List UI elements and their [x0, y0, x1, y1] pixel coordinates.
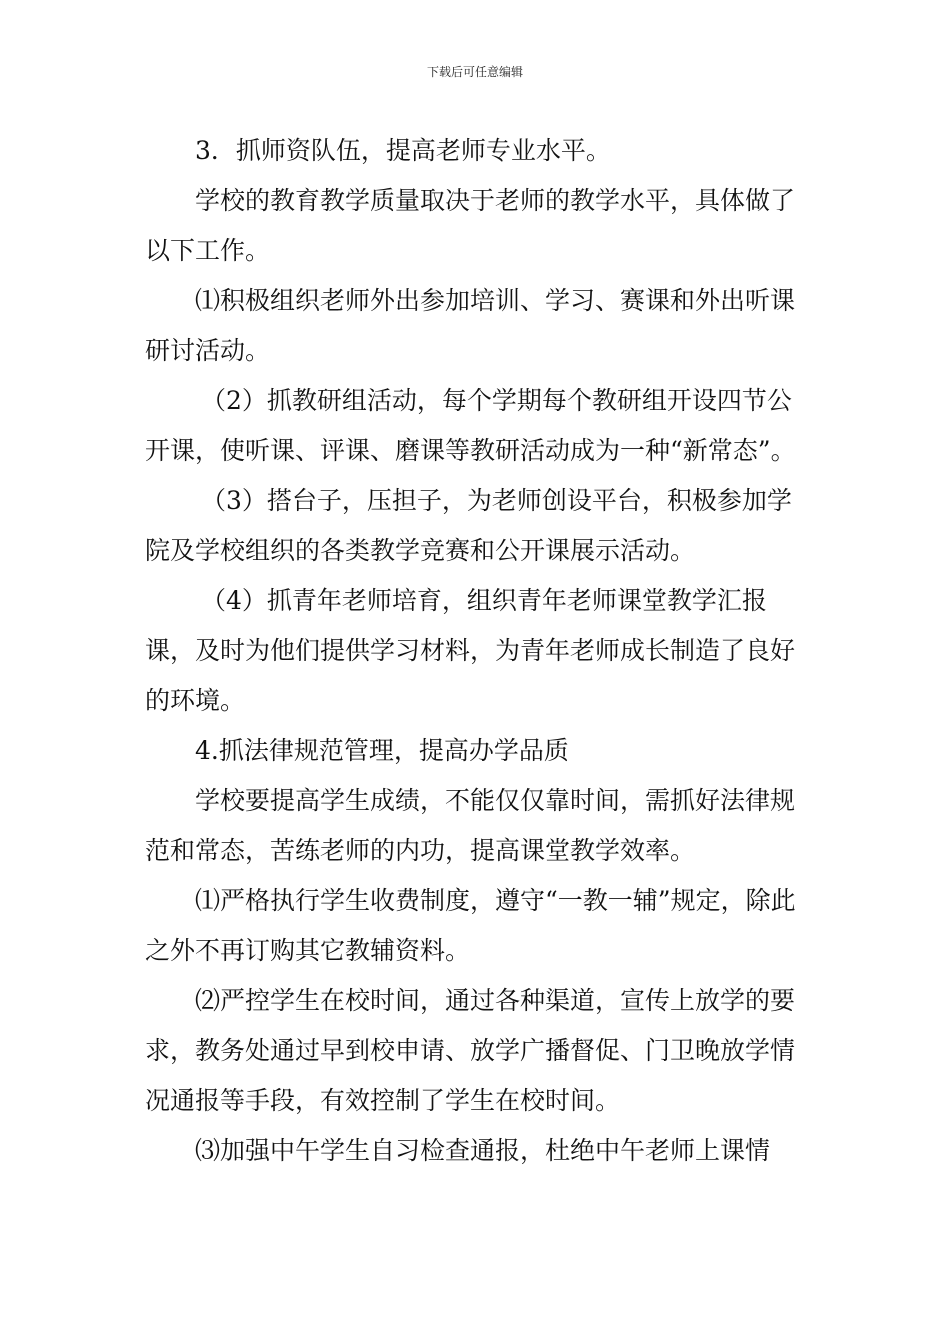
- paragraph-5: （3）搭台子，压担子，为老师创设平台，积极参加学院及学校组织的各类教学竞赛和公开课展示活动。: [145, 486, 792, 565]
- document-body: [145, 126, 815, 1176]
- page-header-note: 下载后可任意编辑: [426, 65, 523, 79]
- paragraph-1: 3．抓师资队伍，提高老师专业水平。: [195, 136, 611, 165]
- paragraph-10: ⑵严控学生在校时间，通过各种渠道，宣传上放学的要求，教务处通过早到校申请、放学广播督促、门卫晚放学情况通报等手段，有效控制了学生在校时间。: [145, 986, 796, 1115]
- paragraph-9: ⑴严格执行学生收费制度，遵守“一教一辅”规定，除此之外不再订购其它教辅资料。: [145, 886, 796, 965]
- paragraph-6: （4）抓青年老师培育，组织青年老师课堂教学汇报课，及时为他们提供学习材料，为青年老师成长制造了良好的环境。: [145, 586, 796, 715]
- paragraph-8: 学校要提高学生成绩，不能仅仅靠时间，需抓好法律规范和常态，苦练老师的内功，提高课堂教学效率。: [145, 786, 796, 865]
- paragraph-3: ⑴积极组织老师外出参加培训、学习、赛课和外出听课研讨活动。: [145, 286, 796, 365]
- paragraph-2: 学校的教育教学质量取决于老师的教学水平，具体做了以下工作。: [145, 186, 796, 265]
- paragraph-4: （2）抓教研组活动，每个学期每个教研组开设四节公开课，使听课、评课、磨课等教研活动成为一种“新常态”。: [145, 386, 796, 465]
- paragraph-7: 4.抓法律规范管理，提高办学品质: [195, 736, 569, 765]
- paragraph-11: ⑶加强中午学生自习检查通报，杜绝中午老师上课情: [195, 1136, 771, 1165]
